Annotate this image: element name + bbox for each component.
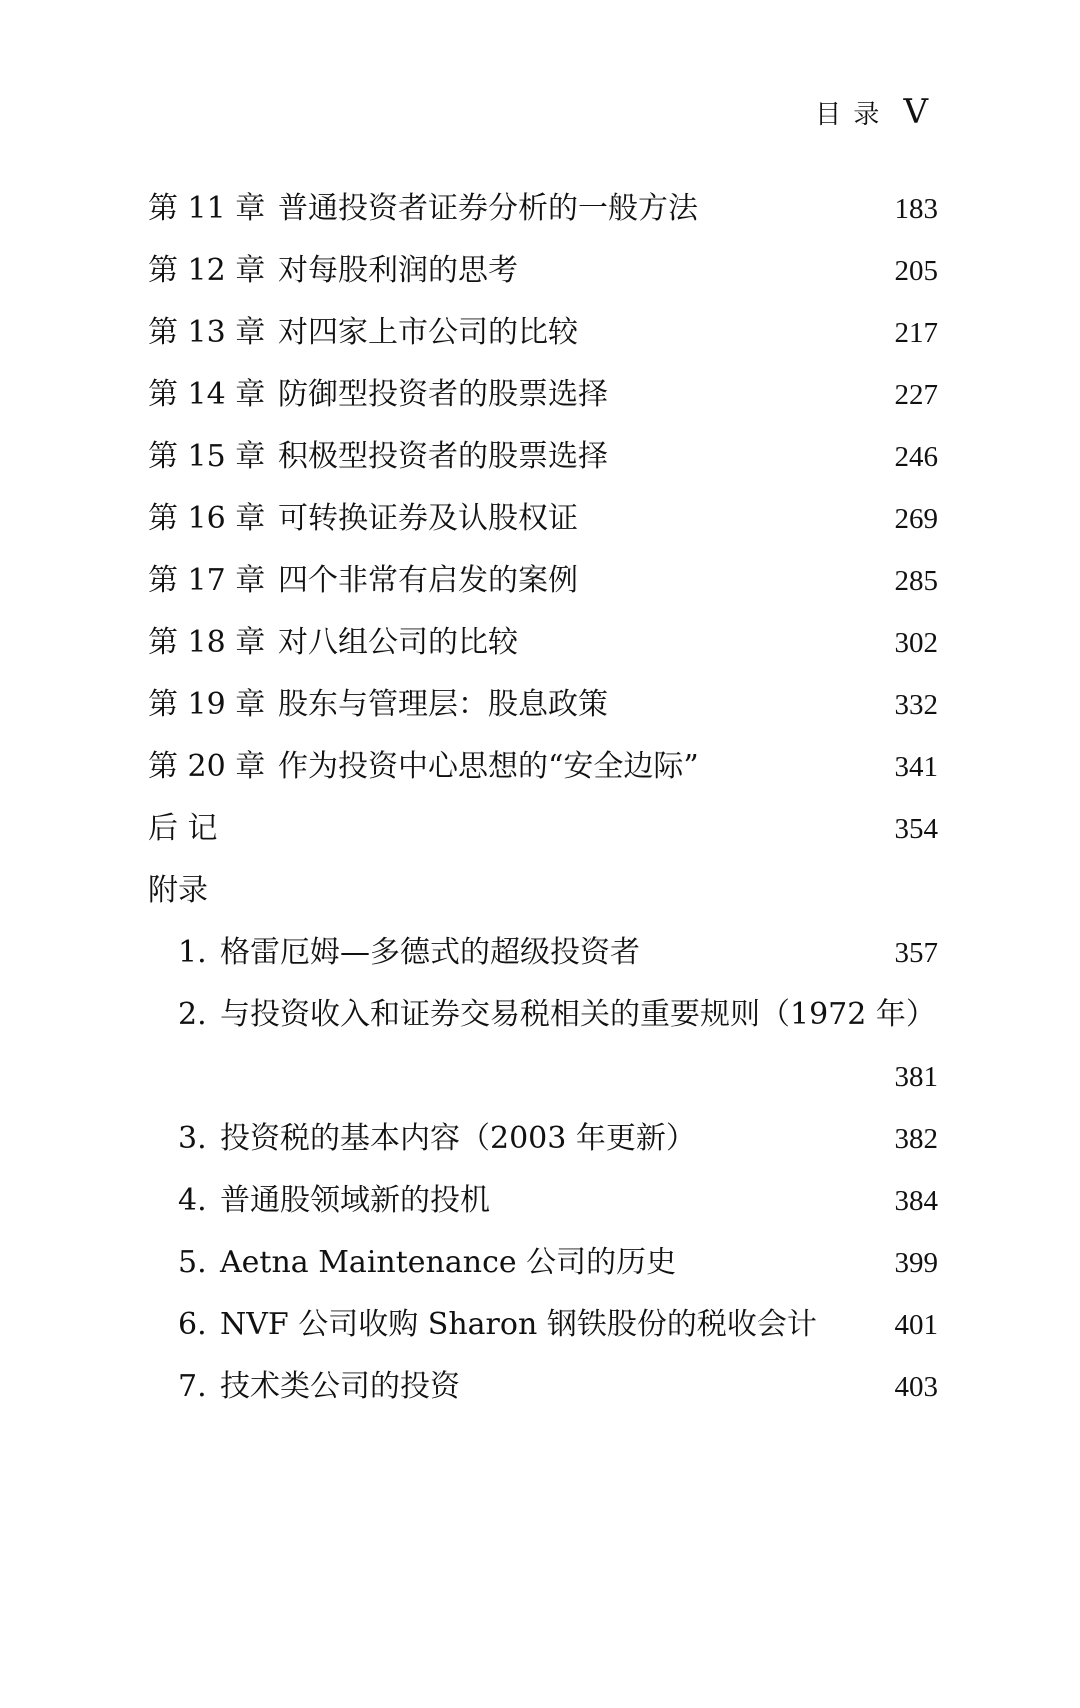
appendix-title: 普通股领域新的投机 [220,1183,490,1218]
chapter-label: 第 16 章 [148,501,266,536]
page-number: Ⅴ [903,94,930,131]
toc-entry-chapter-20[interactable] [148,743,938,805]
chapter-label: 第 13 章 [148,315,266,350]
chapter-page: 302 [894,627,938,659]
appendix-page: 384 [894,1185,938,1217]
toc-entry-appendix-4[interactable] [148,1177,938,1239]
appendix-number: 5. [178,1245,207,1280]
chapter-label: 第 15 章 [148,439,266,474]
appendix-number: 3. [178,1121,207,1156]
chapter-page: 269 [894,503,938,535]
appendix-page: 401 [894,1309,938,1341]
toc-entry-appendix-3[interactable] [148,1115,938,1177]
appendix-title: 投资税的基本内容（2003 年更新） [220,1121,696,1156]
chapter-label: 第 17 章 [148,563,266,598]
chapter-page: 205 [894,255,938,287]
section-title: 目 录 [815,100,882,130]
appendix-title: 格雷厄姆—多德式的超级投资者 [220,935,640,970]
chapter-title: 普通投资者证券分析的一般方法 [278,191,698,226]
appendix-page: 382 [894,1123,938,1155]
chapter-page: 217 [894,317,938,349]
toc-entry-appendix-6[interactable] [148,1301,938,1363]
chapter-title: 对四家上市公司的比较 [278,315,578,350]
toc-entry-chapter-16[interactable] [148,495,938,557]
chapter-label: 第 11 章 [148,191,266,226]
toc-entry-appendix-heading[interactable] [148,867,938,929]
chapter-title: 防御型投资者的股票选择 [278,377,608,412]
afterword-page: 354 [894,813,938,845]
chapter-label: 第 19 章 [148,687,266,722]
appendix-title: 技术类公司的投资 [220,1369,460,1404]
afterword-label: 后 记 [148,811,218,846]
toc-entry-chapter-19[interactable] [148,681,938,743]
running-header [815,92,930,132]
table-of-contents [148,185,938,1425]
toc-entry-appendix-2-page[interactable] [148,1053,938,1115]
toc-entry-appendix-2[interactable] [148,991,938,1053]
toc-entry-afterword[interactable] [148,805,938,867]
chapter-title: 可转换证券及认股权证 [278,501,578,536]
toc-entry-appendix-1[interactable] [148,929,938,991]
appendix-number: 6. [178,1307,207,1342]
toc-entry-chapter-12[interactable] [148,247,938,309]
chapter-page: 341 [894,751,938,783]
chapter-title: 积极型投资者的股票选择 [278,439,608,474]
appendix-page: 399 [894,1247,938,1279]
toc-entry-appendix-7[interactable] [148,1363,938,1425]
appendix-page: 381 [894,1061,938,1093]
appendix-number: 2. [178,997,207,1032]
toc-entry-chapter-14[interactable] [148,371,938,433]
chapter-label: 第 12 章 [148,253,266,288]
toc-entry-chapter-15[interactable] [148,433,938,495]
appendix-page: 403 [894,1371,938,1403]
chapter-title: 作为投资中心思想的“安全边际” [278,749,699,784]
toc-entry-chapter-11[interactable] [148,185,938,247]
appendix-page: 357 [894,937,938,969]
chapter-label: 第 18 章 [148,625,266,660]
chapter-label: 第 14 章 [148,377,266,412]
toc-entry-chapter-13[interactable] [148,309,938,371]
chapter-title: 四个非常有启发的案例 [278,563,578,598]
appendix-title: Aetna Maintenance 公司的历史 [220,1245,677,1280]
chapter-label: 第 20 章 [148,749,266,784]
chapter-title: 对每股利润的思考 [278,253,518,288]
appendix-title: 与投资收入和证券交易税相关的重要规则（1972 年） [220,997,936,1032]
chapter-title: 股东与管理层：股息政策 [278,687,608,722]
chapter-page: 285 [894,565,938,597]
chapter-title: 对八组公司的比较 [278,625,518,660]
toc-entry-chapter-18[interactable] [148,619,938,681]
appendix-number: 4. [178,1183,207,1218]
appendix-heading: 附录 [148,873,208,908]
chapter-page: 183 [894,193,938,225]
chapter-page: 227 [894,379,938,411]
chapter-page: 246 [894,441,938,473]
toc-entry-chapter-17[interactable] [148,557,938,619]
chapter-page: 332 [894,689,938,721]
appendix-number: 7. [178,1369,207,1404]
appendix-title: NVF 公司收购 Sharon 钢铁股份的税收会计 [220,1307,817,1342]
toc-entry-appendix-5[interactable] [148,1239,938,1301]
appendix-number: 1. [178,935,207,970]
